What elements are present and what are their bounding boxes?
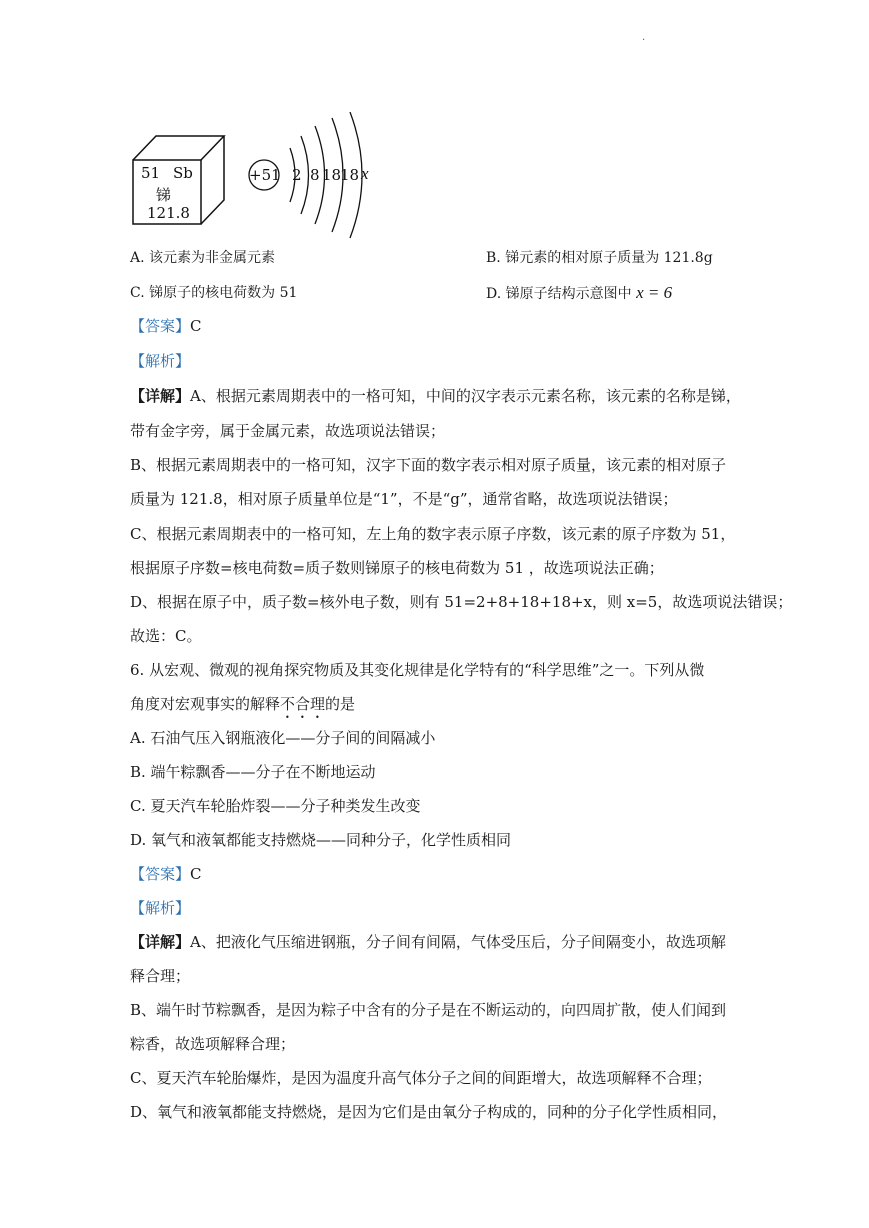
answer-tag: 【答案】 bbox=[130, 865, 191, 883]
q5-detail-line: B、根据元素周期表中的一格可知，汉字下面的数字表示相对原子质量，该元素的相对原子 bbox=[130, 456, 727, 474]
detail-tag: 【详解】 bbox=[130, 387, 191, 405]
q6-detail-line: 释合理； bbox=[130, 967, 191, 985]
answer-value: C bbox=[190, 317, 202, 335]
answer-value: C bbox=[190, 865, 202, 883]
q5-analysis-tag: 【解析】 bbox=[130, 352, 191, 370]
shell-5-electrons: x bbox=[361, 164, 369, 183]
q6-analysis-tag: 【解析】 bbox=[130, 899, 191, 917]
element-name: 锑 bbox=[156, 186, 172, 204]
q5-option-d-math: x = 6 bbox=[636, 283, 673, 302]
q5-option-b: B. 锑元素的相对原子质量为 121.8g bbox=[486, 250, 713, 266]
q6-stem-text: 的是 bbox=[325, 695, 356, 713]
atomic-number: 51 bbox=[141, 164, 161, 182]
q6-stem-line: 6. 从宏观、微观的视角探究物质及其变化规律是化学特有的“科学思维”之一。下列从微 bbox=[130, 661, 705, 679]
q6-detail-line: 粽香，故选项解释合理； bbox=[130, 1035, 296, 1053]
element-symbol: Sb bbox=[173, 164, 193, 182]
detail-text: A、根据元素周期表中的一格可知，中间的汉字表示元素名称，该元素的名称是锑， bbox=[190, 387, 741, 405]
atomic-mass: 121.8 bbox=[147, 204, 190, 222]
q6-option-d: D. 氧气和液氧都能支持燃烧——同种分子，化学性质相同 bbox=[130, 831, 512, 849]
q5-detail-line: 质量为 121.8，相对原子质量单位是“1”，不是“g”，通常省略，故选项说法错误； bbox=[130, 490, 678, 508]
shell-2-electrons: 8 bbox=[310, 166, 320, 184]
q5-detail-line: D、根据在原子中，质子数=核外电子数，则有 51=2+8+18+18+x，则 x=5，故选项说法错误； bbox=[130, 593, 793, 611]
q6-answer bbox=[130, 864, 202, 884]
q6-emphasis-text: 不合理 bbox=[280, 695, 326, 713]
q5-option-c: C. 锑原子的核电荷数为 51 bbox=[130, 285, 298, 301]
q6-detail-line: B、端午时节粽飘香，是因为粽子中含有的分子是在不断运动的，向四周扩散，使人们闻到 bbox=[130, 1001, 727, 1019]
q5-option-a: A. 该元素为非金属元素 bbox=[130, 250, 276, 266]
q5-option-d-text: D. 锑原子结构示意图中 bbox=[486, 286, 632, 302]
shell-4-electrons: 18 bbox=[340, 166, 360, 184]
shell-1-electrons: 2 bbox=[292, 166, 302, 184]
q6-stem-text: 角度对宏观事实的解释 bbox=[130, 695, 281, 713]
answer-tag: 【答案】 bbox=[130, 317, 191, 335]
q5-answer bbox=[130, 316, 202, 336]
q5-option-d bbox=[486, 283, 672, 304]
q5-detail-line: 带有金字旁，属于金属元素，故选项说法错误； bbox=[130, 422, 446, 440]
q5-detail-line: 根据原子序数=核电荷数=质子数则锑原子的核电荷数为 51 ，故选项说法正确； bbox=[130, 559, 664, 577]
q6-detail-line: D、氧气和液氧都能支持燃烧，是因为它们是由氧分子构成的，同种的分子化学性质相同， bbox=[130, 1103, 728, 1121]
detail-tag: 【详解】 bbox=[130, 933, 191, 951]
q5-detail-line bbox=[130, 386, 741, 406]
q6-stem-line bbox=[130, 694, 355, 722]
detail-text: A、把液化气压缩进钢瓶，分子间有间隔，气体受压后，分子间隔变小，故选项解 bbox=[190, 933, 726, 951]
q6-option-c: C. 夏天汽车轮胎炸裂——分子种类发生改变 bbox=[130, 797, 421, 815]
shell-3-electrons: 18 bbox=[322, 166, 342, 184]
antimony-figure bbox=[130, 132, 380, 237]
q5-detail-line: 故选：C。 bbox=[130, 627, 202, 645]
q6-detail-line: C、夏天汽车轮胎爆炸，是因为温度升高气体分子之间的间距增大，故选项解释不合理； bbox=[130, 1069, 712, 1087]
q6-option-a: A. 石油气压入钢瓶液化——分子间的间隔减小 bbox=[130, 729, 436, 747]
q6-option-b: B. 端午粽飘香——分子在不断地运动 bbox=[130, 763, 376, 781]
header-dot: . bbox=[642, 32, 646, 43]
q5-detail-line: C、根据元素周期表中的一格可知，左上角的数字表示原子序数，该元素的原子序数为 51， bbox=[130, 525, 736, 543]
q6-detail-line bbox=[130, 932, 726, 952]
nucleus-charge: +51 bbox=[249, 166, 281, 184]
